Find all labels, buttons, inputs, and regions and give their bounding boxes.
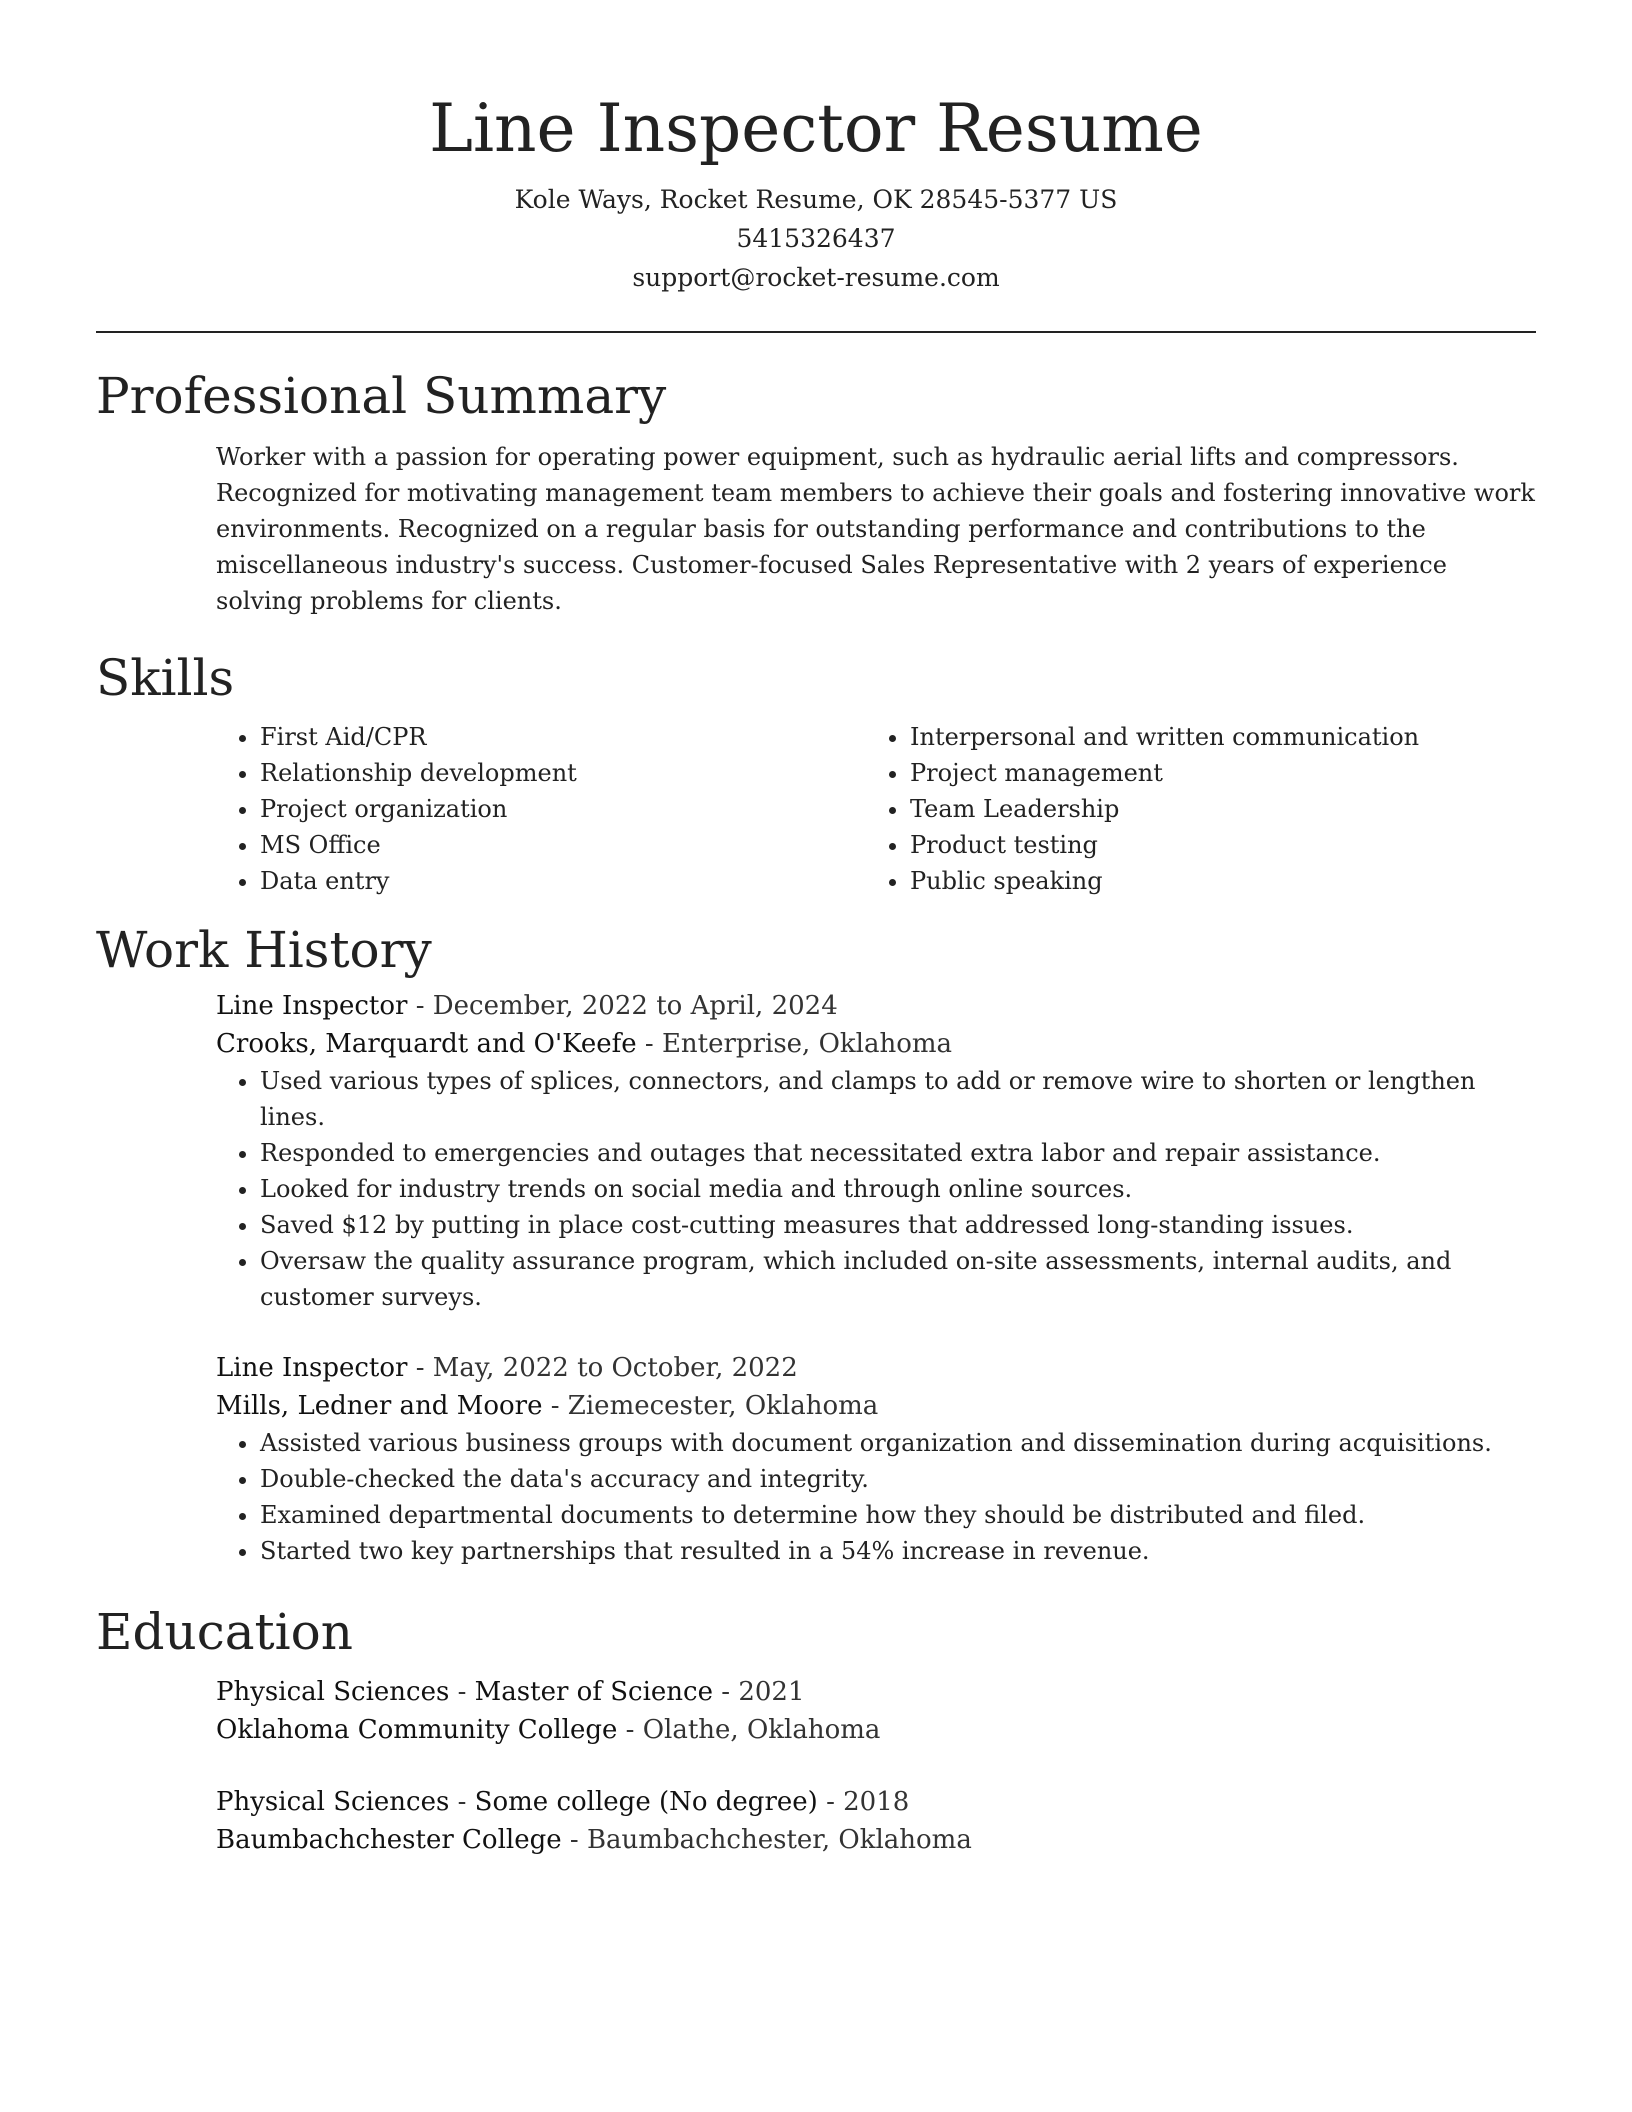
job-company: Mills, Ledner and Moore: [216, 1391, 543, 1421]
job-company-line: [216, 1025, 1536, 1063]
skill-item: • Public speaking: [910, 863, 1516, 899]
work-heading: Work History: [96, 921, 432, 979]
job-location: Ziemecester, Oklahoma: [567, 1391, 879, 1421]
skills-heading: Skills: [96, 649, 235, 707]
resume-title: Line Inspector Resume: [429, 90, 1203, 167]
education-body: [96, 1673, 1536, 1859]
education-year: 2018: [843, 1787, 910, 1817]
resume-page: [96, 0, 1536, 1893]
separator: -: [712, 1677, 739, 1707]
education-degree: Some college (No degree): [474, 1787, 818, 1817]
job-bullet: • Responded to emergencies and outages that necessitated extra labor and repair assistance.: [260, 1135, 1536, 1171]
job-title-line: [216, 1349, 1536, 1387]
education-location: Baumbachchester, Oklahoma: [586, 1825, 972, 1855]
job-title: Line Inspector: [216, 991, 408, 1021]
education-entry: [216, 1783, 1536, 1859]
job-dates: May, 2022 to October, 2022: [432, 1353, 798, 1383]
summary-text: Worker with a passion for operating power equipment, such as hydraulic aerial lifts and compressors. Recognized for motivating management team members to achieve their goals and fostering innovative work environments. Recognized on a regular basis for outstanding performance and contributions to the miscellaneous industry's success. Customer-focused Sales Representative with 2 years of experience solving problems for clients.: [216, 443, 1535, 615]
skill-item: • Relationship development: [260, 755, 866, 791]
education-year: 2021: [738, 1677, 805, 1707]
contact-address: Kole Ways, Rocket Resume, OK 28545-5377 US: [514, 185, 1118, 214]
header-divider: [96, 331, 1536, 333]
separator: -: [407, 991, 433, 1021]
separator: -: [542, 1391, 568, 1421]
job-bullets: [216, 1063, 1536, 1315]
education-school: Oklahoma Community College: [216, 1715, 618, 1745]
education-field: Physical Sciences: [216, 1787, 450, 1817]
job-company-line: [216, 1387, 1536, 1425]
education-degree-line: [216, 1783, 1536, 1821]
contact-email: support@rocket-resume.com: [632, 263, 1000, 292]
job-bullet: • Examined departmental documents to determine how they should be distributed and filed.: [260, 1497, 1536, 1533]
summary-section: [96, 363, 1536, 619]
skills-left-list: [216, 719, 866, 899]
skill-item: • Product testing: [910, 827, 1516, 863]
skill-item: • Project management: [910, 755, 1516, 791]
contact-block: [96, 180, 1536, 297]
education-school-line: [216, 1711, 1536, 1749]
summary-body: [96, 439, 1536, 619]
separator: -: [817, 1787, 844, 1817]
job-bullet: • Used various types of splices, connectors, and clamps to add or remove wire to shorten or lengthen lines.: [260, 1063, 1536, 1135]
summary-heading: Professional Summary: [96, 367, 667, 425]
skills-section: [96, 645, 1536, 899]
education-degree-line: [216, 1673, 1536, 1711]
skill-item: • Team Leadership: [910, 791, 1516, 827]
separator: -: [449, 1677, 475, 1707]
job-bullets: [216, 1425, 1536, 1569]
contact-phone: 5415326437: [736, 224, 896, 253]
work-body: [96, 987, 1536, 1569]
education-section: [96, 1599, 1536, 1859]
skill-item: • Data entry: [260, 863, 866, 899]
job-title: Line Inspector: [216, 1353, 408, 1383]
education-entry: [216, 1673, 1536, 1749]
separator: -: [407, 1353, 433, 1383]
job-entry: [216, 1349, 1536, 1569]
work-section: [96, 917, 1536, 1569]
job-bullet: • Assisted various business groups with document organization and dissemination during acquisitions.: [260, 1425, 1536, 1461]
job-bullet: • Oversaw the quality assurance program, which included on-site assessments, internal audits, and customer surveys.: [260, 1243, 1536, 1315]
separator: -: [561, 1825, 587, 1855]
education-school: Baumbachchester College: [216, 1825, 562, 1855]
job-dates: December, 2022 to April, 2024: [432, 991, 838, 1021]
skills-grid: [96, 719, 1536, 899]
resume-header: [96, 0, 1536, 297]
separator: -: [636, 1029, 662, 1059]
education-heading: Education: [96, 1603, 353, 1661]
education-degree: Master of Science: [474, 1677, 713, 1707]
skill-item: • MS Office: [260, 827, 866, 863]
job-bullet: • Double-checked the data's accuracy and integrity.: [260, 1461, 1536, 1497]
separator: -: [617, 1715, 643, 1745]
education-location: Olathe, Oklahoma: [642, 1715, 881, 1745]
job-bullet: • Saved $12 by putting in place cost-cutting measures that addressed long-standing issues.: [260, 1207, 1536, 1243]
separator: -: [449, 1787, 475, 1817]
job-company: Crooks, Marquardt and O'Keefe: [216, 1029, 637, 1059]
education-school-line: [216, 1821, 1536, 1859]
skill-item: • Project organization: [260, 791, 866, 827]
job-entry: [216, 987, 1536, 1315]
job-bullet: • Looked for industry trends on social media and through online sources.: [260, 1171, 1536, 1207]
job-location: Enterprise, Oklahoma: [661, 1029, 953, 1059]
job-bullet: • Started two key partnerships that resulted in a 54% increase in revenue.: [260, 1533, 1536, 1569]
skills-right-list: [866, 719, 1516, 899]
job-title-line: [216, 987, 1536, 1025]
skill-item: • Interpersonal and written communication: [910, 719, 1516, 755]
skill-item: • First Aid/CPR: [260, 719, 866, 755]
education-field: Physical Sciences: [216, 1677, 450, 1707]
